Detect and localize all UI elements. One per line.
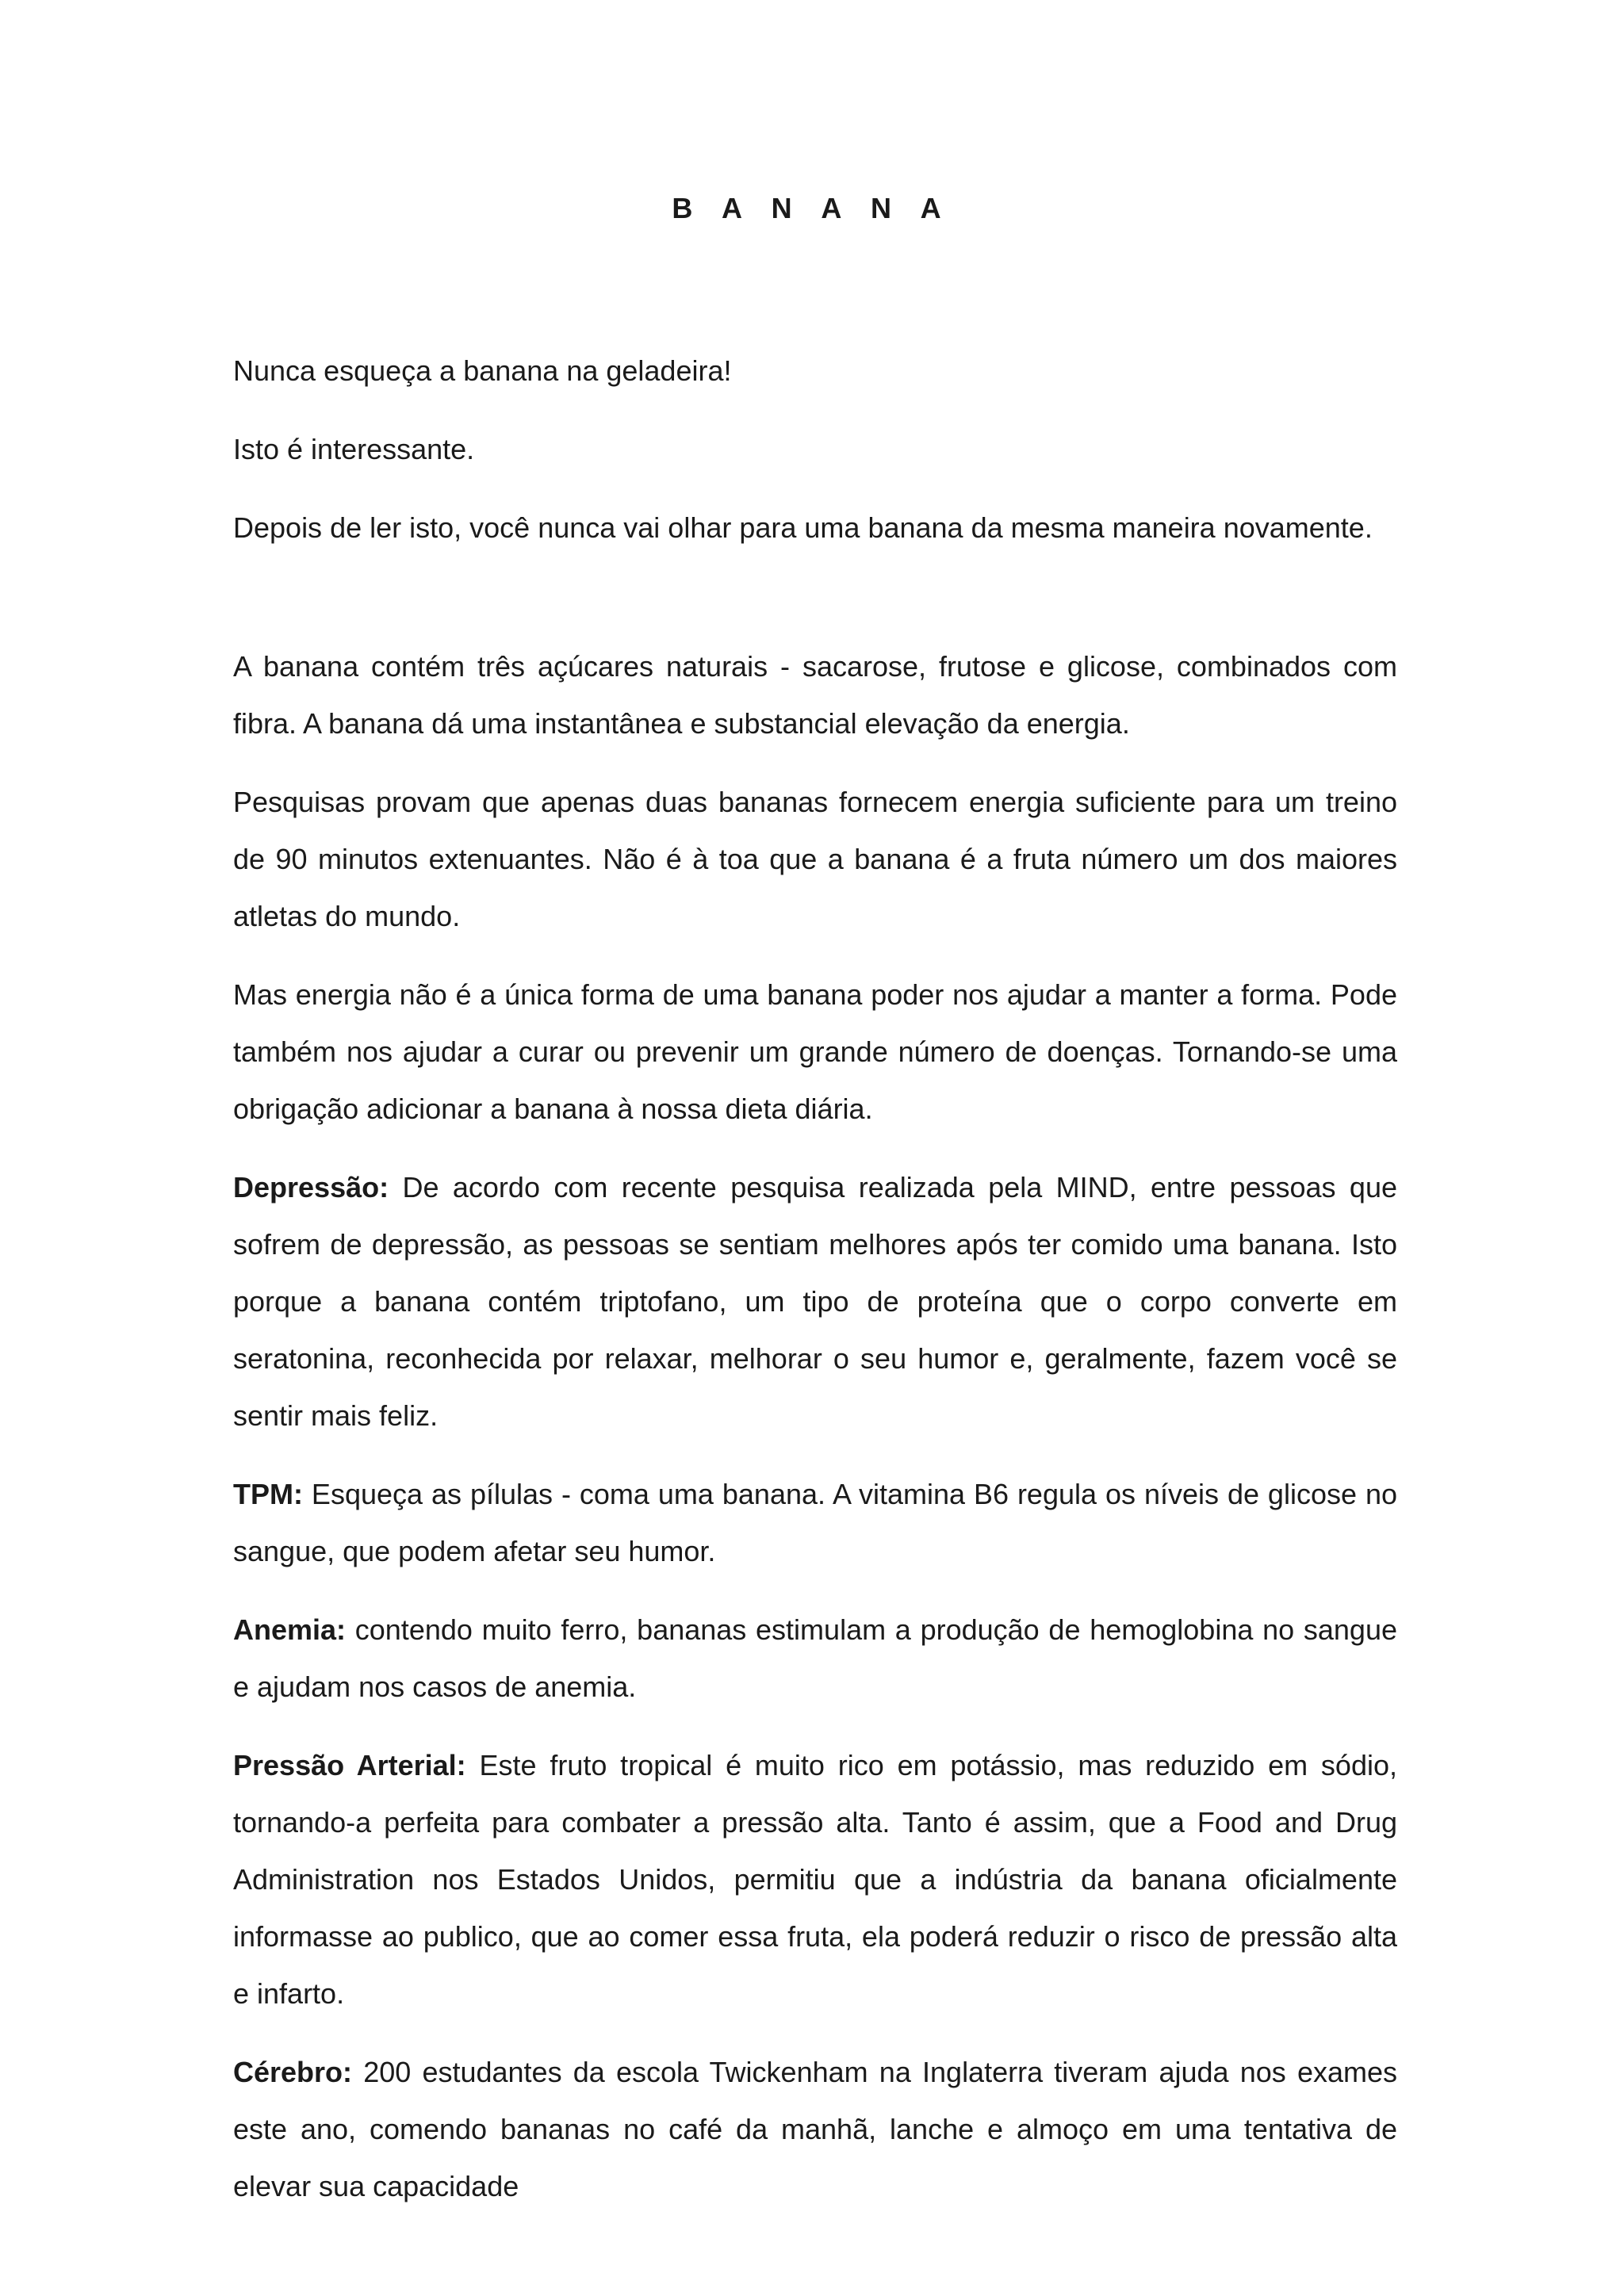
section-pressao-arterial	[233, 1737, 1397, 2022]
section-text: Esqueça as pílulas - coma uma banana. A vitamina B6 regula os níveis de glicose no sangue, que podem afetar seu humor.	[233, 1478, 1397, 1567]
body-paragraph: Pesquisas provam que apenas duas bananas fornecem energia suficiente para um treino de 90 minutos extenuantes. Não é à toa que a banana é a fruta número um dos maiores atletas do mundo.	[233, 786, 1397, 932]
body-paragraph: A banana contém três açúcares naturais - sacarose, frutose e glicose, combinados com fibra. A banana dá uma instantânea e substancial elevação da energia.	[233, 650, 1397, 740]
section-cerebro	[233, 2044, 1397, 2215]
section-text: Este fruto tropical é muito rico em potássio, mas reduzido em sódio, tornando-a perfeita para combater a pressão alta. Tanto é assim, que a Food and Drug Administration nos Estados Unidos, permitiu que a indústria da banana oficialmente informasse ao publico, que ao comer essa fruta, ela poderá reduzir o risco de pressão alta e infarto.	[233, 1749, 1398, 2010]
intro-line: Depois de ler isto, você nunca vai olhar para uma banana da mesma maneira novamente.	[233, 511, 1373, 544]
intro-line: Nunca esqueça a banana na geladeira!	[233, 354, 732, 387]
section-label: Anemia:	[233, 1613, 347, 1646]
section-anemia	[233, 1601, 1397, 1716]
section-text: contendo muito ferro, bananas estimulam a produção de hemoglobina no sangue e ajudam nos casos de anemia.	[233, 1613, 1397, 1703]
section-label: Cérebro:	[233, 2056, 353, 2088]
section-tpm	[233, 1466, 1397, 1580]
section-label: TPM:	[233, 1478, 303, 1510]
section-label: Pressão Arterial:	[233, 1749, 466, 1781]
section-text: De acordo com recente pesquisa realizada pela MIND, entre pessoas que sofrem de depressão, as pessoas se sentiam melhores após ter comido uma banana. Isto porque a banana contém triptofano, um tipo de proteína que o corpo converte em seratonina, reconhecida por relaxar, melhorar o seu humor e, geralmente, fazem você se sentir mais feliz.	[233, 1171, 1397, 1432]
document-body	[233, 342, 1397, 2237]
section-text: 200 estudantes da escola Twickenham na Inglaterra tiveram ajuda nos exames este ano, comendo bananas no café da manhã, lanche e almoço em uma tentativa de elevar sua capacidade	[233, 2056, 1397, 2202]
document-title: B A N A N A	[672, 192, 952, 224]
intro-line: Isto é interessante.	[233, 433, 475, 465]
section-depressao	[233, 1159, 1397, 1445]
spacer	[233, 578, 1397, 638]
section-label: Depressão:	[233, 1171, 389, 1203]
body-paragraph: Mas energia não é a única forma de uma banana poder nos ajudar a manter a forma. Pode também nos ajudar a curar ou prevenir um grande número de doenças. Tornando-se uma obrigação adicionar a banana à nossa dieta diária.	[233, 978, 1397, 1125]
